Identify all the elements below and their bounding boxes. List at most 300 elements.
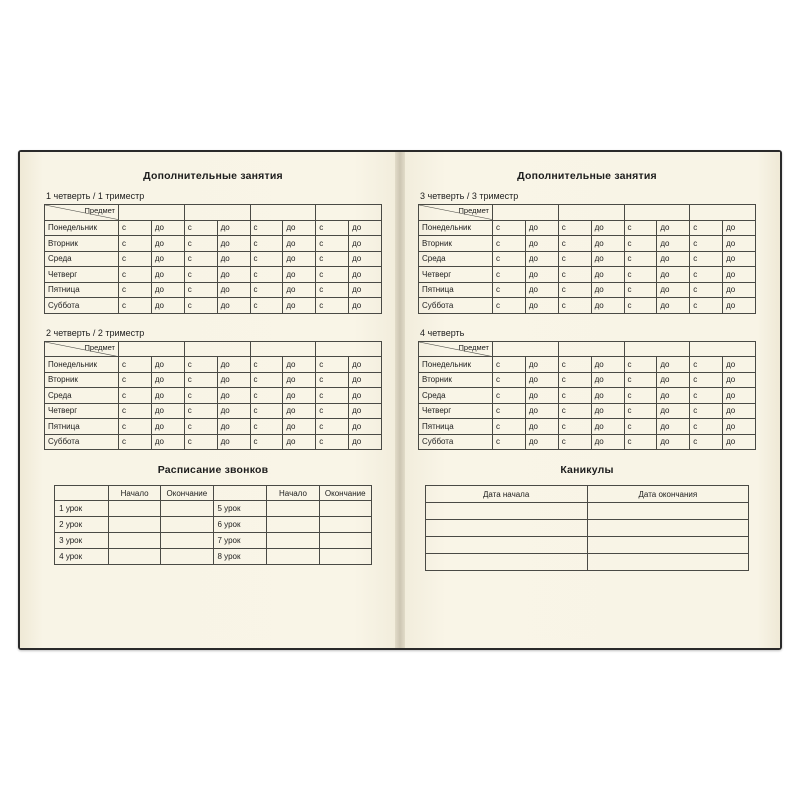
slot-from[interactable]: с [250,236,283,252]
extra-lessons-table-q2 [44,341,382,451]
slot-from[interactable]: с [690,388,723,404]
table-header-row [45,341,382,357]
slot-to[interactable]: до [349,357,382,373]
slot-from[interactable]: с [316,403,349,419]
slot-from[interactable]: с [184,357,217,373]
table-row [425,554,748,571]
slot-to[interactable]: до [349,298,382,314]
slot-to[interactable]: до [591,251,624,267]
slot-from[interactable]: с [624,298,657,314]
table-row [419,236,756,252]
slot-to[interactable]: до [591,372,624,388]
slot-to[interactable]: до [217,220,250,236]
slot-from[interactable]: с [624,434,657,450]
slot-header-3[interactable] [624,341,690,357]
slot-header-4[interactable] [316,341,382,357]
slot-from[interactable]: с [119,298,152,314]
slot-from[interactable]: с [493,236,526,252]
day-label: Понедельник [419,220,493,236]
slot-to[interactable]: до [283,298,316,314]
slot-from[interactable]: с [184,419,217,435]
slot-to[interactable]: до [217,403,250,419]
slot-to[interactable]: до [217,419,250,435]
day-label: Среда [419,251,493,267]
table-row [419,298,756,314]
slot-to[interactable]: до [217,357,250,373]
table-row [45,388,382,404]
slot-from[interactable]: с [624,220,657,236]
slot-to[interactable]: до [723,372,756,388]
slot-to[interactable]: до [591,298,624,314]
extra-lessons-block-q3 [418,191,756,314]
slot-from[interactable]: с [119,236,152,252]
lesson-end[interactable] [319,549,371,565]
bells-title: Расписание звонков [157,464,269,476]
slot-to[interactable]: до [349,403,382,419]
slot-to[interactable]: до [151,267,184,283]
slot-from[interactable]: с [250,419,283,435]
slot-header-1[interactable] [493,205,559,221]
table-header-row [45,205,382,221]
slot-to[interactable]: до [657,357,690,373]
slot-header-2[interactable] [184,341,250,357]
table-row [55,533,372,549]
slot-to[interactable]: до [591,403,624,419]
slot-to[interactable]: до [723,403,756,419]
slot-to[interactable]: до [723,267,756,283]
table-row [45,282,382,298]
slot-to[interactable]: до [151,434,184,450]
slot-to[interactable]: до [525,298,558,314]
slot-from[interactable]: с [690,298,723,314]
day-label: Понедельник [45,357,119,373]
slot-from[interactable]: с [316,434,349,450]
slot-to[interactable]: до [283,403,316,419]
slot-from[interactable]: с [119,357,152,373]
subject-corner-cell [45,341,119,357]
slot-from[interactable]: с [493,251,526,267]
slot-from[interactable]: с [316,388,349,404]
slot-from[interactable]: с [316,251,349,267]
slot-from[interactable]: с [119,388,152,404]
slot-from[interactable]: с [558,357,591,373]
slot-from[interactable]: с [624,419,657,435]
slot-from[interactable]: с [250,372,283,388]
table-row [419,388,756,404]
slot-from[interactable]: с [250,388,283,404]
day-label: Пятница [419,282,493,298]
slot-from[interactable]: с [690,434,723,450]
lesson-end[interactable] [319,501,371,517]
slot-to[interactable]: до [151,372,184,388]
table-row [419,220,756,236]
slot-to[interactable]: до [349,388,382,404]
slot-from[interactable]: с [558,267,591,283]
slot-to[interactable]: до [723,251,756,267]
table-row [425,537,748,554]
extra-lessons-block-q2 [44,328,382,451]
slot-from[interactable]: с [690,372,723,388]
slot-to[interactable]: до [657,251,690,267]
table-row [45,236,382,252]
slot-from[interactable]: с [690,236,723,252]
slot-to[interactable]: до [723,220,756,236]
table-row [45,251,382,267]
term-label-q3: 3 четверть / 3 триместр [420,191,519,201]
slot-to[interactable]: до [151,403,184,419]
slot-from[interactable]: с [558,251,591,267]
slot-from[interactable]: с [316,236,349,252]
subject-corner-label: Предмет [458,206,489,215]
bells-header-end-right: Окончание [319,486,371,501]
slot-to[interactable]: до [283,434,316,450]
slot-to[interactable]: до [657,282,690,298]
lesson-start[interactable] [267,533,319,549]
slot-to[interactable]: до [283,220,316,236]
table-row [45,403,382,419]
slot-from[interactable]: с [250,357,283,373]
slot-from[interactable]: с [250,220,283,236]
slot-to[interactable]: до [283,267,316,283]
slot-from[interactable]: с [493,372,526,388]
slot-to[interactable]: до [723,419,756,435]
table-row [419,434,756,450]
slot-from[interactable]: с [250,251,283,267]
slot-from[interactable]: с [558,419,591,435]
slot-from[interactable]: с [493,357,526,373]
slot-from[interactable]: с [184,403,217,419]
lesson-end[interactable] [161,549,213,565]
day-label: Пятница [419,419,493,435]
holidays-header-start: Дата начала [425,486,587,503]
table-row [55,501,372,517]
slot-from[interactable]: с [624,372,657,388]
slot-to[interactable]: до [657,388,690,404]
slot-to[interactable]: до [525,267,558,283]
slot-to[interactable]: до [151,251,184,267]
slot-to[interactable]: до [591,357,624,373]
slot-from[interactable]: с [184,298,217,314]
bells-header-start-left: Начало [108,486,160,501]
subject-corner-cell [419,341,493,357]
slot-to[interactable]: до [151,298,184,314]
slot-from[interactable]: с [493,220,526,236]
slot-from[interactable]: с [493,267,526,283]
slot-from[interactable]: с [690,251,723,267]
extra-lessons-table-q3 [418,204,756,314]
slot-from[interactable]: с [690,357,723,373]
slot-from[interactable]: с [690,403,723,419]
slot-to[interactable]: до [217,372,250,388]
slot-to[interactable]: до [525,403,558,419]
day-label: Пятница [45,419,119,435]
slot-from[interactable]: с [316,372,349,388]
slot-from[interactable]: с [558,403,591,419]
subject-corner-cell [419,205,493,221]
lesson-end[interactable] [161,517,213,533]
slot-from[interactable]: с [624,236,657,252]
bells-header-end-left: Окончание [161,486,213,501]
slot-from[interactable]: с [624,403,657,419]
slot-from[interactable]: с [184,236,217,252]
slot-to[interactable]: до [525,251,558,267]
slot-to[interactable]: до [525,372,558,388]
slot-from[interactable]: с [119,419,152,435]
slot-to[interactable]: до [349,267,382,283]
slot-from[interactable]: с [624,282,657,298]
slot-from[interactable]: с [184,267,217,283]
table-header-row [425,486,748,503]
slot-from[interactable]: с [316,357,349,373]
slot-to[interactable]: до [151,220,184,236]
slot-from[interactable]: с [184,220,217,236]
table-row [419,372,756,388]
slot-from[interactable]: с [690,267,723,283]
holiday-end-date[interactable] [587,503,749,520]
slot-to[interactable]: до [349,251,382,267]
slot-header-2[interactable] [558,205,624,221]
slot-from[interactable]: с [119,372,152,388]
slot-from[interactable]: с [558,298,591,314]
slot-from[interactable]: с [316,267,349,283]
slot-to[interactable]: до [723,282,756,298]
lesson-start[interactable] [267,501,319,517]
right-page [400,152,780,648]
table-row [55,517,372,533]
slot-to[interactable]: до [591,282,624,298]
slot-from[interactable]: с [316,298,349,314]
slot-from[interactable]: с [624,267,657,283]
slot-to[interactable]: до [217,282,250,298]
slot-from[interactable]: с [690,282,723,298]
slot-to[interactable]: до [151,357,184,373]
table-row [419,267,756,283]
slot-to[interactable]: до [349,282,382,298]
subject-corner-label: Предмет [84,342,115,352]
day-label: Суббота [419,434,493,450]
slot-to[interactable]: до [217,236,250,252]
slot-to[interactable]: до [525,282,558,298]
slot-to[interactable]: до [151,236,184,252]
slot-from[interactable]: с [558,434,591,450]
slot-to[interactable]: до [283,388,316,404]
slot-header-1[interactable] [119,341,185,357]
subject-corner-label: Предмет [84,206,115,215]
slot-to[interactable]: до [349,419,382,435]
slot-from[interactable]: с [119,403,152,419]
lesson-start[interactable] [108,549,160,565]
holiday-end-date[interactable] [587,554,749,571]
day-label: Вторник [419,372,493,388]
slot-to[interactable]: до [151,388,184,404]
lesson-label: 5 урок [213,501,267,517]
holiday-start-date[interactable] [425,537,587,554]
table-row [45,220,382,236]
slot-from[interactable]: с [690,419,723,435]
slot-from[interactable]: с [493,282,526,298]
slot-from[interactable]: с [316,220,349,236]
slot-to[interactable]: до [217,434,250,450]
slot-header-2[interactable] [184,205,250,221]
slot-header-3[interactable] [624,205,690,221]
day-label: Среда [45,388,119,404]
slot-to[interactable]: до [217,267,250,283]
day-label: Пятница [45,282,119,298]
slot-to[interactable]: до [525,357,558,373]
slot-from[interactable]: с [493,298,526,314]
slot-to[interactable]: до [349,220,382,236]
slot-from[interactable]: с [119,282,152,298]
slot-to[interactable]: до [283,419,316,435]
slot-to[interactable]: до [723,236,756,252]
slot-to[interactable]: до [657,267,690,283]
lesson-start[interactable] [267,549,319,565]
slot-to[interactable]: до [283,236,316,252]
slot-from[interactable]: с [184,388,217,404]
day-label: Вторник [45,236,119,252]
day-label: Понедельник [45,220,119,236]
slot-to[interactable]: до [525,236,558,252]
slot-from[interactable]: с [624,251,657,267]
slot-to[interactable]: до [217,298,250,314]
slot-to[interactable]: до [657,298,690,314]
bells-header-blank-left [55,486,109,501]
slot-to[interactable]: до [283,372,316,388]
lesson-start[interactable] [108,517,160,533]
slot-to[interactable]: до [525,419,558,435]
slot-to[interactable]: до [657,419,690,435]
slot-from[interactable]: с [119,251,152,267]
slot-header-3[interactable] [250,341,316,357]
lesson-start[interactable] [267,517,319,533]
slot-from[interactable]: с [119,434,152,450]
slot-from[interactable]: с [250,282,283,298]
slot-from[interactable]: с [493,388,526,404]
slot-from[interactable]: с [690,220,723,236]
slot-to[interactable]: до [591,220,624,236]
slot-header-2[interactable] [558,341,624,357]
term-label-q2: 2 четверть / 2 триместр [46,327,145,338]
slot-from[interactable]: с [558,220,591,236]
slot-header-1[interactable] [119,205,185,221]
slot-to[interactable]: до [591,267,624,283]
lesson-end[interactable] [161,533,213,549]
slot-from[interactable]: с [184,434,217,450]
slot-to[interactable]: до [349,236,382,252]
slot-from[interactable]: с [119,267,152,283]
table-row [45,357,382,373]
slot-to[interactable]: до [591,434,624,450]
diary-spread [18,150,782,650]
slot-to[interactable]: до [283,357,316,373]
slot-from[interactable]: с [624,388,657,404]
slot-to[interactable]: до [525,434,558,450]
holiday-end-date[interactable] [587,537,749,554]
day-label: Среда [45,251,119,267]
slot-from[interactable]: с [119,220,152,236]
slot-header-4[interactable] [690,341,756,357]
slot-from[interactable]: с [184,282,217,298]
slot-from[interactable]: с [316,282,349,298]
lesson-start[interactable] [108,533,160,549]
slot-to[interactable]: до [657,220,690,236]
left-page [20,152,400,648]
slot-to[interactable]: до [591,388,624,404]
lesson-end[interactable] [319,517,371,533]
slot-header-4[interactable] [316,205,382,221]
slot-to[interactable]: до [657,434,690,450]
term-label-q1: 1 четверть / 1 триместр [46,191,145,201]
slot-to[interactable]: до [723,434,756,450]
holidays-header-end: Дата окончания [587,486,749,503]
slot-to[interactable]: до [657,403,690,419]
slot-from[interactable]: с [493,419,526,435]
day-label: Суббота [45,434,119,450]
slot-to[interactable]: до [151,419,184,435]
slot-from[interactable]: с [250,298,283,314]
slot-header-3[interactable] [250,205,316,221]
slot-header-4[interactable] [690,205,756,221]
slot-from[interactable]: с [184,372,217,388]
table-row [419,357,756,373]
holiday-end-date[interactable] [587,520,749,537]
slot-to[interactable]: до [217,388,250,404]
slot-from[interactable]: с [558,372,591,388]
table-row [45,434,382,450]
right-page-title: Дополнительные занятия [517,170,657,182]
slot-to[interactable]: до [591,419,624,435]
slot-to[interactable]: до [723,388,756,404]
slot-to[interactable]: до [283,282,316,298]
day-label: Вторник [45,372,119,388]
lesson-start[interactable] [108,501,160,517]
slot-to[interactable]: до [525,220,558,236]
slot-from[interactable]: с [250,403,283,419]
slot-to[interactable]: до [151,282,184,298]
slot-from[interactable]: с [493,434,526,450]
holiday-start-date[interactable] [425,554,587,571]
slot-from[interactable]: с [184,251,217,267]
slot-from[interactable]: с [493,403,526,419]
slot-from[interactable]: с [250,267,283,283]
slot-from[interactable]: с [624,357,657,373]
slot-from[interactable]: с [250,434,283,450]
table-row [425,503,748,520]
table-row [45,267,382,283]
slot-from[interactable]: с [558,388,591,404]
slot-to[interactable]: до [217,251,250,267]
slot-header-1[interactable] [493,341,559,357]
slot-to[interactable]: до [349,372,382,388]
table-row [45,372,382,388]
slot-from[interactable]: с [558,236,591,252]
slot-to[interactable]: до [591,236,624,252]
slot-from[interactable]: с [316,419,349,435]
lesson-end[interactable] [319,533,371,549]
slot-to[interactable]: до [657,236,690,252]
slot-to[interactable]: до [723,298,756,314]
slot-from[interactable]: с [558,282,591,298]
slot-to[interactable]: до [723,357,756,373]
slot-to[interactable]: до [657,372,690,388]
slot-to[interactable]: до [525,388,558,404]
table-row [419,403,756,419]
slot-to[interactable]: до [283,251,316,267]
holiday-start-date[interactable] [425,520,587,537]
lesson-end[interactable] [161,501,213,517]
holiday-start-date[interactable] [425,503,587,520]
slot-to[interactable]: до [349,434,382,450]
